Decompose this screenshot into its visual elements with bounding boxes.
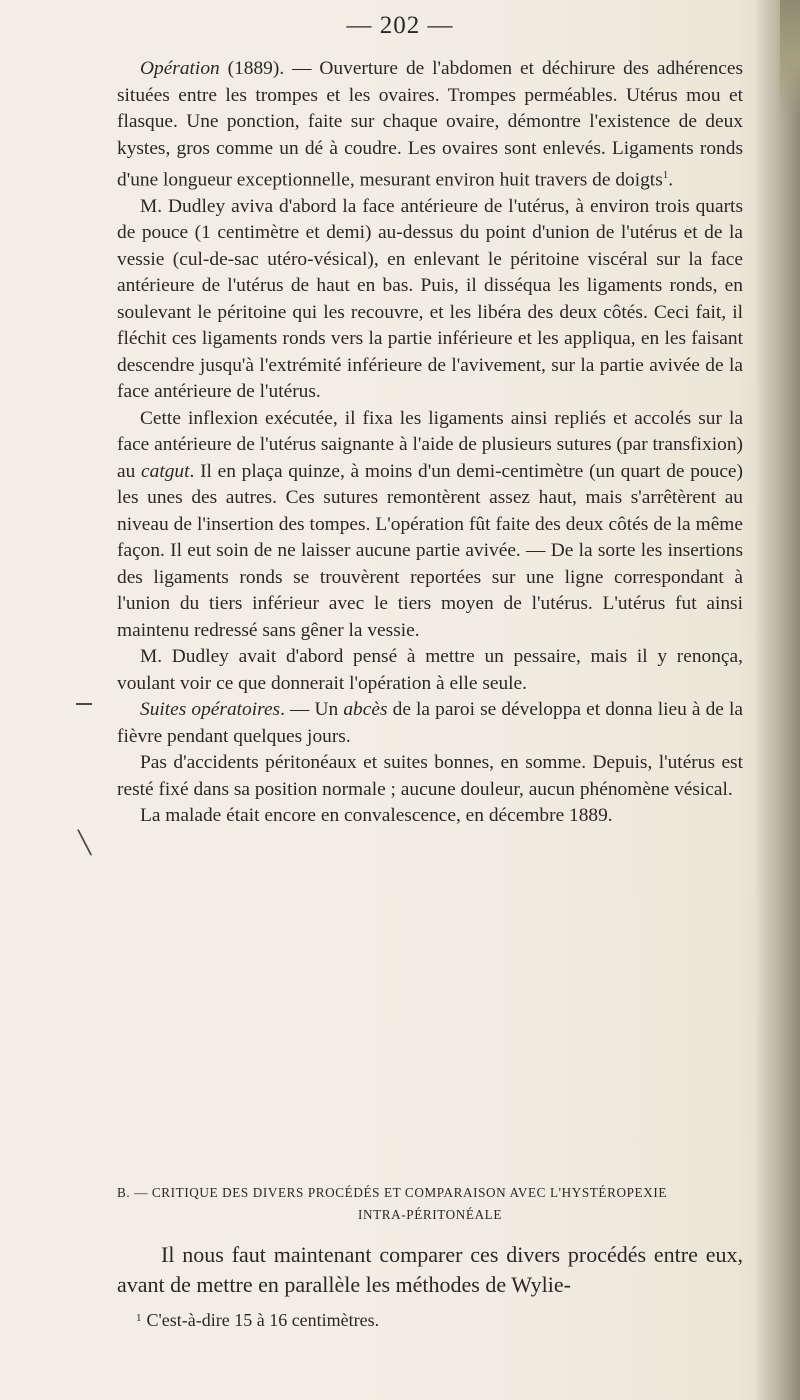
closing-text: Il nous faut maintenant comparer ces divers procédés entre eux, avant de mettre en parallèle les méthodes de Wylie- xyxy=(117,1242,743,1297)
footnote-ref: 1 xyxy=(662,169,669,181)
paragraph-operation xyxy=(117,56,743,194)
section-heading xyxy=(117,1182,743,1226)
operation-end: . xyxy=(668,169,674,191)
footnote-marker: 1 xyxy=(136,1312,142,1324)
operation-label: Opération xyxy=(140,58,220,79)
footnote xyxy=(136,1306,736,1332)
paragraph-pessaire: M. Dudley avait d'abord pensé à mettre un pessaire, mais il y renonça, voulant voir ce que donnerait l'opération à elle seule. xyxy=(117,646,743,694)
section-heading-line1: B. — CRITIQUE DES DIVERS PROCÉDÉS ET COMPARAISON AVEC L'HYSTÉROPEXIE xyxy=(117,1185,667,1200)
paragraph-dudley-procedure: M. Dudley aviva d'abord la face antérieure de l'utérus, à environ trois quarts de pouce (1 centimètre et demi) au-dessus du point d'union de l'utérus et de la vessie (cul-de-sac utéro-vésical), en enlevant le péritoine viscéral sur la face antérieure de l'utérus de haut en bas. Puis, il disséqua les ligaments ronds, en soulevant le péritoine qui les recouvre, et les libéra des deux côtés. Ceci fait, il fléchit ces ligaments ronds vers la partie inférieure et les appliqua, en les faisant descendre jusqu'à l'extrémité inférieure de l'avivement, sur la partie avivée de la face antérieure de l'utérus. xyxy=(117,195,743,403)
closing-paragraph xyxy=(117,1240,743,1300)
paragraph-convalescence: La malade était encore en convalescence, en décembre 1889. xyxy=(140,805,613,827)
paragraph-accidents: Pas d'accidents péritonéaux et suites bonnes, en somme. Depuis, l'utérus est resté fixé dans sa position normale ; aucune douleur, aucun phénomène vésical. xyxy=(117,752,743,800)
section-heading-line2: INTRA-PÉRITONÉALE xyxy=(357,1207,502,1222)
suites-text: de la paroi se développa et donna lieu à de la fièvre pendant quelques jours. xyxy=(117,699,743,747)
page-number: — 202 — xyxy=(346,12,454,39)
margin-check-mark: ╲ xyxy=(78,830,92,855)
paragraph-inflexion xyxy=(117,406,743,645)
inflexion-text-b: . Il en plaça quinze, à moins d'un demi-centimètre (un quart de pouce) les unes des autres. Ces sutures remontèrent assez haut, mais s'arrêtèrent au niveau de l'insertion des tompes. L'opération fût faite des deux côtés de la même façon. Il eut soin de ne laisser aucune partie avivée. — De la sorte les insertions des ligaments ronds se trouvèrent reportées sur une ligne correspondant à l'union du tiers inférieur avec le tiers moyen de l'utérus. L'utérus fut ainsi maintenu redressé sans gêner la vessie. xyxy=(117,460,743,641)
catgut-term: catgut xyxy=(141,460,190,482)
suites-dash: . — Un xyxy=(280,699,344,721)
abces-term: abcès xyxy=(343,699,388,721)
body-text xyxy=(117,56,743,830)
suites-label: Suites opératoires xyxy=(140,699,281,721)
inflexion-text-a: Cette inflexion exécutée, il fixa les ligaments ainsi repliés et accolés sur la face antérieure de l'utérus saignante à l'aide de plusieurs sutures (par transfixion) au xyxy=(117,407,743,482)
paragraph-suites xyxy=(117,697,743,750)
footnote-text: C'est-à-dire 15 à 16 centimètres. xyxy=(146,1310,380,1330)
margin-dash-mark xyxy=(76,703,92,705)
operation-text: (1889). — Ouverture de l'abdomen et déchirure des adhérences situées entre les trompes et les ovaires. Trompes perméables. Utérus mou et flasque. Une ponction, faite sur chaque ovaire, démontre l'existence de deux kystes, gros comme un dé à coudre. Les ovaires sont enlevés. Ligaments ronds d'une longueur exceptionnelle, mesurant environ huit travers de doigts xyxy=(117,58,743,191)
page-edge-shadow xyxy=(754,0,800,1400)
